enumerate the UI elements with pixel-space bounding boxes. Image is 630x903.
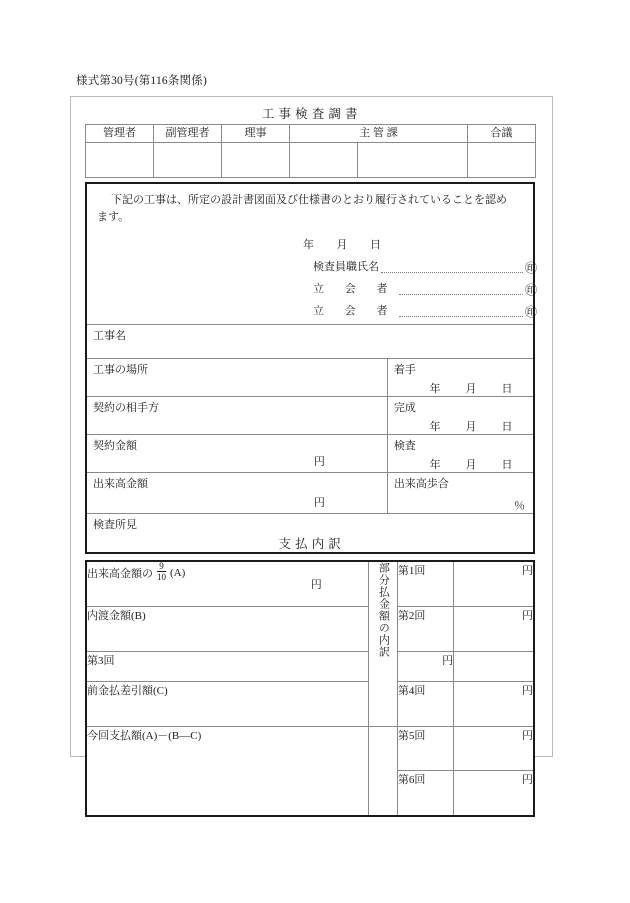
inspection-month-label: 月 (465, 459, 477, 471)
payment-left-label-b: 内渡金額(B) (87, 610, 146, 622)
statement-row (86, 183, 534, 325)
progress-amount-cell[interactable] (86, 473, 387, 514)
progress-ratio-percent: ％ (514, 500, 525, 512)
payment-left-label-total: 今回支払額(A)－(B—C) (87, 730, 202, 742)
completion-label: 完成 (393, 402, 416, 414)
installment-label-4: 第4回 (397, 682, 453, 727)
approval-header-gougi: 合議 (468, 125, 536, 143)
start-ymd (388, 377, 533, 396)
approval-cell-kanrisha[interactable] (86, 143, 154, 178)
start-year-label: 年 (429, 383, 441, 395)
payment-section-title: 支 払 内 訳 (278, 537, 342, 551)
payment-vertical-label: 部分払金額の内訳 (377, 562, 390, 658)
payment-left-suffix-a: (A) (170, 566, 186, 579)
work-place-cell[interactable] (86, 359, 387, 397)
contract-amount-label: 契約金額 (93, 440, 137, 452)
payment-breakdown-table (85, 560, 535, 817)
approval-signature-row (86, 143, 536, 178)
inspection-day-label: 日 (501, 459, 513, 471)
inspection-label: 検査 (393, 440, 416, 452)
installment-amount-4[interactable]: 円 (454, 682, 534, 727)
payment-left-label-a: 出来高金額の (87, 567, 153, 580)
page-title: 工 事 検 査 調 書 (261, 107, 359, 121)
payment-left-yen-a: 円 (310, 579, 322, 591)
approval-table (85, 124, 536, 178)
statement-year-label: 年 (303, 239, 315, 251)
signature-row-witness-1 (313, 280, 537, 296)
fraction-numerator: 9 (159, 561, 164, 571)
contract-amount-row (86, 435, 534, 473)
start-date-cell[interactable] (387, 359, 534, 397)
completion-day-label: 日 (501, 421, 513, 433)
signature-label-witness-1: 立 会 者 (313, 283, 397, 295)
work-name-label: 工事名 (93, 330, 126, 342)
installment-label-6: 第6回 (397, 771, 453, 816)
payment-row-2 (86, 607, 534, 652)
payment-left-cell-b[interactable] (86, 607, 368, 652)
installment-amount-6[interactable]: 円 (454, 771, 534, 816)
installment-label-1: 第1回 (397, 561, 453, 607)
form-number: 様式第30号(第116条関係) (76, 75, 207, 87)
approval-header-fukukanrisha: 副管理者 (154, 125, 222, 143)
installment-amount-2[interactable]: 円 (454, 607, 534, 652)
statement-cell (86, 183, 537, 325)
completion-year-label: 年 (429, 421, 441, 433)
statement-line-1: 下記の工事は、所定の設計書図面及び仕様書のとおり履行されていることを認め (111, 194, 507, 206)
statement-month-label: 月 (336, 239, 348, 251)
approval-header-row (86, 125, 536, 143)
completion-date-cell[interactable] (387, 397, 534, 435)
seal-icon: ㊞ (524, 283, 537, 297)
progress-amount-yen: 円 (313, 497, 325, 509)
approval-cell-shukanka-1[interactable] (290, 143, 358, 178)
payment-row-3 (86, 652, 534, 682)
inspection-notes-label: 検査所見 (93, 519, 137, 531)
progress-amount-label: 出来高金額 (93, 478, 148, 490)
inspection-ymd (388, 453, 533, 472)
statement-day-label: 日 (370, 239, 382, 251)
statement-text (87, 184, 533, 226)
start-month-label: 月 (465, 383, 477, 395)
inspection-date-cell[interactable] (387, 435, 534, 473)
progress-ratio-label: 出来高歩合 (393, 478, 449, 490)
fraction-denominator: 10 (157, 572, 166, 582)
seal-icon: ㊞ (524, 261, 537, 275)
approval-cell-riji[interactable] (222, 143, 290, 178)
signature-line-inspector[interactable] (381, 260, 523, 273)
installment-amount-3[interactable]: 円 (397, 652, 453, 682)
payment-left-label-c: 前金払差引額(C) (87, 685, 168, 697)
approval-header-shukanka: 主 管 課 (290, 125, 468, 143)
start-day-label: 日 (501, 383, 513, 395)
signature-line-witness-1[interactable] (399, 282, 523, 295)
approval-cell-shukanka-2[interactable] (358, 143, 468, 178)
contract-party-row (86, 397, 534, 435)
work-place-row (86, 359, 534, 397)
work-place-label: 工事の場所 (93, 364, 148, 376)
work-name-cell[interactable] (86, 325, 534, 359)
signature-label-witness-2: 立 会 者 (313, 305, 397, 317)
payment-row-4 (86, 682, 534, 727)
completion-ymd (388, 415, 533, 434)
payment-left-cell-a[interactable] (86, 561, 368, 607)
seal-icon: ㊞ (524, 305, 537, 319)
installment-amount-5[interactable]: 円 (454, 727, 534, 771)
progress-ratio-cell[interactable] (387, 473, 534, 514)
start-label: 着手 (393, 364, 416, 376)
payment-row-5 (86, 727, 534, 771)
contract-amount-cell[interactable] (86, 435, 387, 473)
work-name-row (86, 325, 534, 359)
contract-amount-yen: 円 (313, 456, 325, 468)
installment-label-2: 第2回 (397, 607, 453, 652)
inspection-year-label: 年 (429, 459, 441, 471)
signature-line-witness-2[interactable] (399, 304, 523, 317)
completion-month-label: 月 (465, 421, 477, 433)
approval-header-kanrisha: 管理者 (86, 125, 154, 143)
approval-header-riji: 理事 (222, 125, 290, 143)
contract-party-label: 契約の相手方 (93, 402, 159, 414)
payment-vertical-label-cell (368, 561, 397, 727)
installment-label-5: 第5回 (397, 727, 453, 771)
approval-cell-gougi[interactable] (468, 143, 536, 178)
statement-date-line (87, 236, 533, 252)
signature-row-inspector (313, 258, 537, 274)
signature-label-inspector: 検査員職氏名 (313, 261, 379, 273)
signature-row-witness-2 (313, 302, 537, 318)
payment-left-cell-total[interactable] (86, 727, 368, 817)
fraction-nine-tenths (155, 561, 168, 582)
payment-vertical-spacer-cell (368, 727, 397, 817)
signature-block (87, 258, 537, 319)
installment-label-3: 第3回 (86, 652, 368, 682)
payment-left-cell-c[interactable] (86, 682, 368, 727)
statement-line-2: ます。 (97, 211, 130, 223)
payment-row-1 (86, 561, 534, 607)
inspection-body-table (85, 182, 535, 554)
installment-amount-1[interactable]: 円 (454, 561, 534, 607)
approval-cell-fukukanrisha[interactable] (154, 143, 222, 178)
contract-party-cell[interactable] (86, 397, 387, 435)
progress-amount-row (86, 473, 534, 514)
